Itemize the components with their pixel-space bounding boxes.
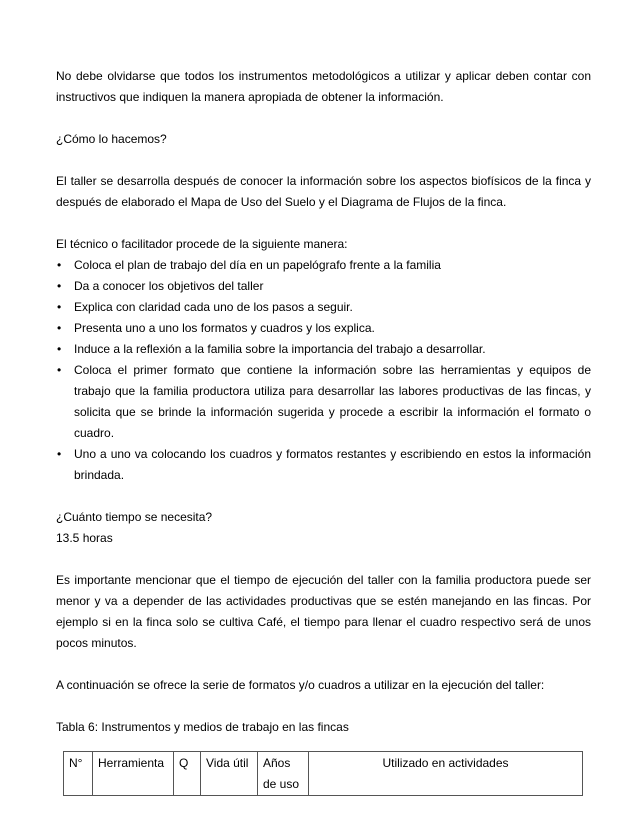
bullet-icon: • [57,258,62,272]
question-time-heading: ¿Cuánto tiempo se necesita? [56,510,213,524]
bullet-icon: • [57,447,62,461]
procedure-intro: El técnico o facilitador procede de la siguiente manera: [56,237,348,251]
list-item: • Coloca el plan de trabajo del día en un papelógrafo frente a la familia [56,255,591,276]
list-item: • Uno a uno va colocando los cuadros y formatos restantes y escribiendo en estos la información brindada. [56,444,591,486]
document-page [56,66,591,796]
table-caption: Tabla 6: Instrumentos y medios de trabajo en las fincas [56,720,349,734]
time-paragraph: Es importante mencionar que el tiempo de ejecución del taller con la familia productora puede ser menor y va a depender de las actividades productivas que se estén manejando en las fincas. Por ejemplo si en la finca solo se cultiva Café, el tiempo para llenar el cuadro respectivo será de unos pocos minutos. [56,573,591,650]
header-number: N° [64,752,93,796]
list-item: • Presenta uno a uno los formatos y cuadros y los explica. [56,318,591,339]
workshop-paragraph: El taller se desarrolla después de conocer la información sobre los aspectos biofísicos de la finca y después de elaborado el Mapa de Uso del Suelo y el Diagrama de Flujos de la finca. [56,174,591,209]
table-header-row [64,752,583,796]
intro-paragraph: No debe olvidarse que todos los instrumentos metodológicos a utilizar y aplicar deben contar con instructivos que indiquen la manera apropiada de obtener la información. [56,69,591,104]
bullet-icon: • [57,300,62,314]
bullet-icon: • [57,279,62,293]
time-answer: 13.5 horas [56,531,113,545]
list-item: • Da a conocer los objetivos del taller [56,276,591,297]
question-how-heading: ¿Cómo lo hacemos? [56,132,167,146]
header-quantity: Q [174,752,201,796]
bullet-icon: • [57,342,62,356]
list-item: • Coloca el primer formato que contiene la información sobre las herramientas y equipos de trabajo que la familia productora utiliza para desarrollar las labores productivas de las fincas, y solicita que se brinde la información sugerida y procede a escribir la información el formato o cuadro. [56,360,591,444]
tools-table [63,751,583,796]
bullet-icon: • [57,363,62,377]
header-used-in-activities: Utilizado en actividades [309,752,583,796]
header-years-of-use: Años de uso [258,752,309,796]
header-tool: Herramienta [93,752,174,796]
formats-intro: A continuación se ofrece la serie de formatos y/o cuadros a utilizar en la ejecución del taller: [56,678,545,692]
header-useful-life: Vida útil [201,752,258,796]
list-item: • Explica con claridad cada uno de los pasos a seguir. [56,297,591,318]
bullet-icon: • [57,321,62,335]
procedure-steps-list [56,255,591,486]
list-item: • Induce a la reflexión a la familia sobre la importancia del trabajo a desarrollar. [56,339,591,360]
